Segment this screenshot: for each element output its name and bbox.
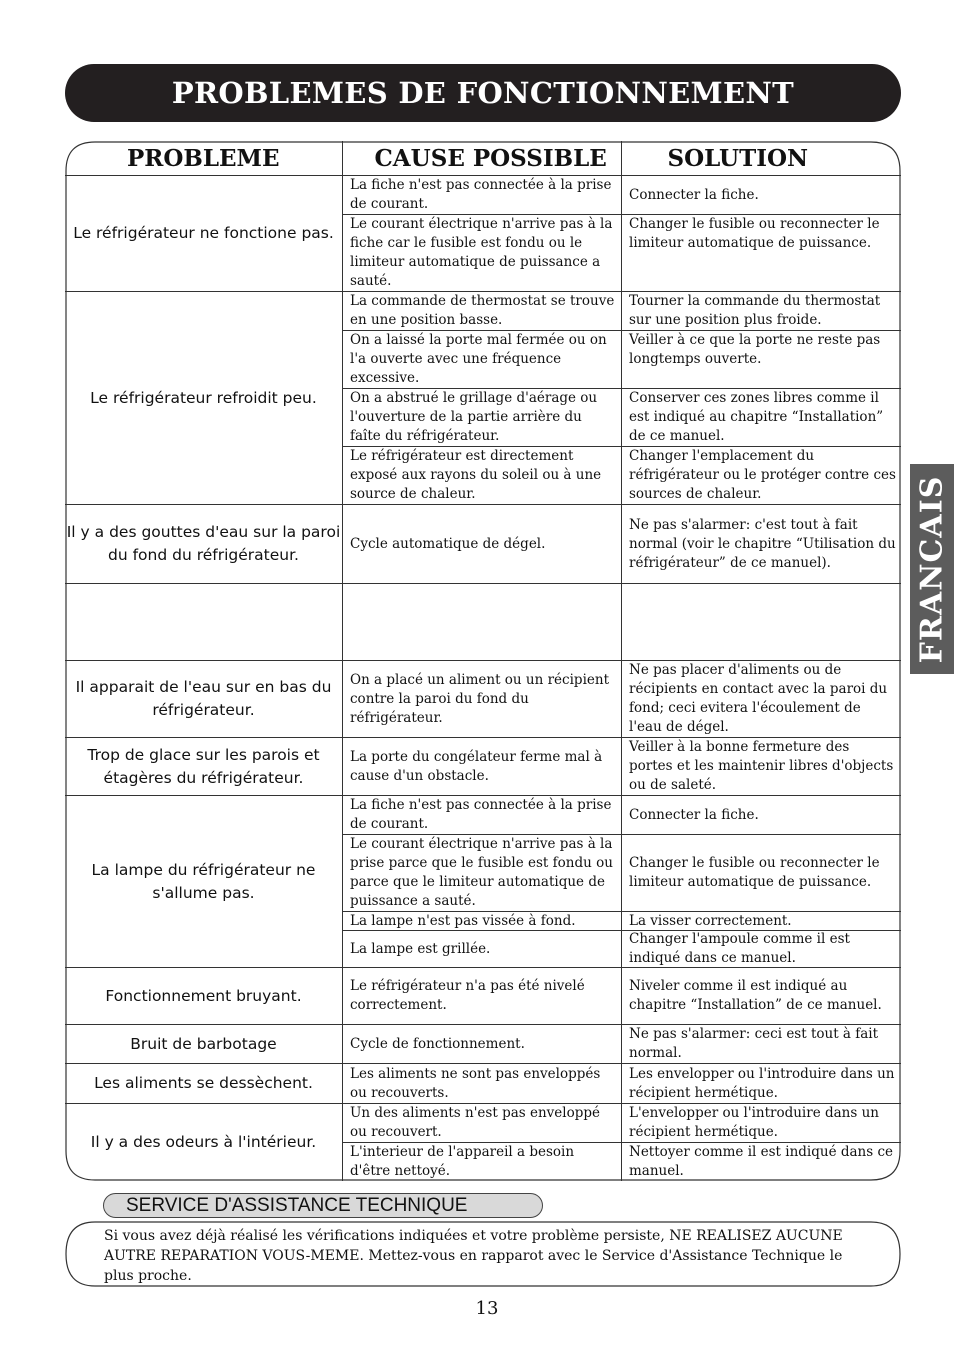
language-tab-label: FRANCAIS: [914, 475, 950, 663]
cause-solution-row: [342, 214, 901, 291]
cause-text: La lampe est grillée.: [350, 940, 491, 957]
problem-cell: Il apparait de l'eau sur en bas du réfrigérateur.: [65, 661, 342, 738]
cause-solution-row: [342, 911, 901, 930]
solution-cell: [621, 331, 901, 388]
page-number: 13: [475, 1298, 499, 1319]
cause-cell: [342, 1143, 621, 1181]
cause-solution-row: [342, 834, 901, 911]
cause-solution-row: [342, 738, 901, 795]
cause-text: La commande de thermostat se trouve en une position basse.: [350, 293, 615, 328]
table-row: [65, 505, 901, 584]
solution-cell: [621, 584, 901, 660]
solution-cell: [621, 912, 901, 930]
solution-cell: [621, 1025, 901, 1063]
cause-text: On a abstrué le grillage d'aérage ou l'ouverture de la partie arrière du faîte du réfrigérateur.: [350, 390, 598, 444]
solution-text: Changer le fusible ou reconnecter le limiteur automatique de puissance.: [629, 855, 880, 890]
solution-cell: [621, 738, 901, 795]
cause-solution-cell: [342, 738, 901, 796]
cause-text: Cycle automatique de dégel.: [350, 535, 546, 552]
solution-text: Changer l'ampoule comme il est indiqué dans ce manuel.: [629, 931, 850, 966]
cause-solution-cell: [342, 968, 901, 1025]
cause-solution-row: [342, 176, 901, 214]
problem-cell: Les aliments se dessèchent.: [65, 1064, 342, 1104]
header-problem: PROBLEME: [126, 144, 280, 172]
cause-cell: [342, 1064, 621, 1103]
solution-cell: [621, 292, 901, 330]
table-row: [65, 796, 901, 968]
cause-cell: [342, 176, 621, 214]
cause-text: On a placé un aliment ou un récipient contre la paroi du fond du réfrigérateur.: [350, 671, 609, 726]
header-cause: CAUSE POSSIBLE: [342, 141, 621, 176]
cause-text: Cycle de fonctionnement.: [350, 1035, 525, 1052]
problem-cell: Trop de glace sur les parois et étagères du réfrigérateur.: [65, 738, 342, 796]
cause-text: La porte du congélateur ferme mal à cause d'un obstacle.: [350, 748, 603, 784]
service-heading-pill: [103, 1193, 543, 1218]
cause-text: La fiche n'est pas connectée à la prise de courant.: [350, 797, 612, 832]
cause-text: La lampe n'est pas vissée à fond.: [350, 912, 576, 929]
solution-cell: [621, 176, 901, 214]
cause-cell: [342, 738, 621, 795]
table-row: [65, 292, 901, 505]
cause-cell: [342, 447, 621, 504]
solution-cell: [621, 447, 901, 504]
solution-text: Tourner la commande du thermostat sur une position plus froide.: [629, 293, 881, 328]
cause-solution-row: [342, 388, 901, 446]
solution-text: Connecter la fiche.: [629, 806, 759, 823]
cause-solution-row: [342, 1064, 901, 1103]
solution-cell: [621, 796, 901, 834]
cause-solution-row: [342, 292, 901, 330]
cause-solution-row: [342, 505, 901, 583]
cause-solution-row: [342, 661, 901, 737]
table-row: [65, 1104, 901, 1182]
cause-cell: [342, 505, 621, 583]
problem-cell: Le réfrigérateur ne fonctione pas.: [65, 176, 342, 292]
problem-cell: Il y a des gouttes d'eau sur la paroi du fond du réfrigérateur.: [65, 505, 342, 584]
cause-cell: [342, 389, 621, 446]
cause-cell: [342, 968, 621, 1024]
service-text: Si vous avez déjà réalisé les vérifications indiquées et votre problème persiste, NE REALISEZ AUCUNE AUTRE REPARATION VOUS-MEME. Mettez-vous en rapparot avec le Service d'Assistance Technique le plus proche.: [104, 1228, 843, 1284]
problem-cell: La lampe du réfrigérateur ne s'allume pas.: [65, 796, 342, 968]
cause-solution-cell: [342, 661, 901, 738]
problem-cell: Le réfrigérateur refroidit peu.: [65, 292, 342, 505]
solution-cell: [621, 968, 901, 1024]
cause-solution-row: [342, 968, 901, 1024]
solution-cell: [621, 1064, 901, 1103]
problem-cell: [65, 584, 342, 661]
header-solution: SOLUTION: [621, 141, 901, 176]
cause-cell: [342, 912, 621, 930]
cause-solution-cell: [342, 796, 901, 968]
troubleshooting-table: [65, 141, 901, 1181]
problem-cell: Il y a des odeurs à l'intérieur.: [65, 1104, 342, 1182]
cause-solution-cell: [342, 1025, 901, 1064]
table-header-row: [65, 141, 901, 176]
cause-text: La fiche n'est pas connectée à la prise de courant.: [350, 177, 612, 212]
table-row: [65, 584, 901, 661]
cause-solution-row: [342, 1025, 901, 1063]
cause-solution-cell: [342, 292, 901, 505]
cause-solution-row: [342, 1142, 901, 1181]
cause-solution-cell: [342, 505, 901, 584]
cause-text: Le courant électrique n'arrive pas à la prise parce que le fusible est fondu ou parce que le limiteur automatique de puissance a sauté.: [350, 836, 613, 909]
cause-solution-row: [342, 796, 901, 834]
table-row: [65, 1064, 901, 1104]
solution-cell: [621, 389, 901, 446]
cause-text: L'interieur de l'appareil a besoin d'être nettoyé.: [350, 1144, 575, 1179]
solution-text: Ne pas s'alarmer: c'est tout à fait normal (voir le chapitre “Utilisation du réfrigérateur” de ce manuel).: [629, 516, 896, 571]
cause-solution-row: [342, 446, 901, 504]
solution-text: Connecter la fiche.: [629, 186, 759, 203]
cause-cell: [342, 331, 621, 388]
solution-text: Ne pas placer d'aliments ou de récipients en contact avec la paroi du fond; ceci evitera l'écoulement de l'eau de dégel.: [629, 662, 888, 735]
cause-solution-cell: [342, 176, 901, 292]
solution-cell: [621, 215, 901, 291]
page-title: PROBLEMES DE FONCTIONNEMENT: [171, 76, 795, 110]
solution-cell: [621, 1104, 901, 1142]
cause-cell: [342, 584, 621, 660]
cause-text: Un des aliments n'est pas enveloppé ou recouvert.: [350, 1105, 600, 1140]
solution-cell: [621, 505, 901, 583]
solution-cell: [621, 1143, 901, 1181]
problem-cell: Fonctionnement bruyant.: [65, 968, 342, 1025]
cause-cell: [342, 931, 621, 967]
table-row: [65, 1025, 901, 1064]
table-row: [65, 661, 901, 738]
solution-text: Conserver ces zones libres comme il est indiqué au chapitre “Installation” de ce manuel.: [629, 390, 884, 444]
solution-text: Changer l'emplacement du réfrigérateur ou le protéger contre ces sources de chaleur.: [629, 448, 896, 502]
cause-solution-row: [342, 330, 901, 388]
cause-cell: [342, 1104, 621, 1142]
cause-solution-row: [342, 584, 901, 660]
language-tab: [910, 464, 954, 674]
cause-text: Les aliments ne sont pas enveloppés ou recouverts.: [350, 1065, 601, 1101]
cause-solution-row: [342, 1104, 901, 1142]
solution-cell: [621, 931, 901, 967]
cause-text: On a laissé la porte mal fermée ou on l'a ouverte avec une fréquence excessive.: [350, 332, 607, 386]
table-row: [65, 738, 901, 796]
solution-text: Ne pas s'alarmer: ceci est tout à fait normal.: [629, 1026, 879, 1061]
troubleshooting-grid: [65, 141, 901, 1181]
solution-cell: [621, 835, 901, 911]
solution-text: Changer le fusible ou reconnecter le limiteur automatique de puissance.: [629, 216, 880, 251]
table-row: [65, 968, 901, 1025]
cause-text: Le réfrigérateur n'a pas été nivelé correctement.: [350, 978, 585, 1013]
cause-cell: [342, 835, 621, 911]
solution-text: Veiller à ce que la porte ne reste pas longtemps ouverte.: [629, 332, 881, 367]
solution-text: Les envelopper ou l'introduire dans un récipient hermétique.: [629, 1065, 895, 1101]
solution-text: Veiller à la bonne fermeture des portes et les maintenir libres d'objects ou de saleté.: [629, 739, 894, 793]
solution-text: L'envelopper ou l'introduire dans un récipient hermétique.: [629, 1105, 879, 1140]
cause-solution-cell: [342, 584, 901, 661]
cause-cell: [342, 661, 621, 737]
table-row: [65, 176, 901, 292]
solution-text: Niveler comme il est indiqué au chapitre “Installation” de ce manuel.: [629, 978, 882, 1013]
cause-cell: [342, 292, 621, 330]
cause-text: Le courant électrique n'arrive pas à la fiche car le fusible est fondu ou le limiteur automatique de puissance a sauté.: [350, 216, 613, 289]
problem-cell: Bruit de barbotage: [65, 1025, 342, 1064]
solution-text: Nettoyer comme il est indiqué dans ce manuel.: [629, 1144, 894, 1179]
table-body: [65, 176, 901, 1182]
cause-solution-row: [342, 930, 901, 967]
cause-solution-cell: [342, 1104, 901, 1182]
page-title-banner: [65, 64, 901, 122]
cause-cell: [342, 1025, 621, 1063]
cause-cell: [342, 796, 621, 834]
solution-cell: [621, 661, 901, 737]
cause-solution-cell: [342, 1064, 901, 1104]
cause-text: Le réfrigérateur est directement exposé aux rayons du soleil ou à une source de chaleur.: [350, 448, 602, 502]
solution-text: La visser correctement.: [629, 912, 792, 929]
cause-cell: [342, 215, 621, 291]
service-heading: SERVICE D'ASSISTANCE TECHNIQUE: [126, 1194, 468, 1216]
